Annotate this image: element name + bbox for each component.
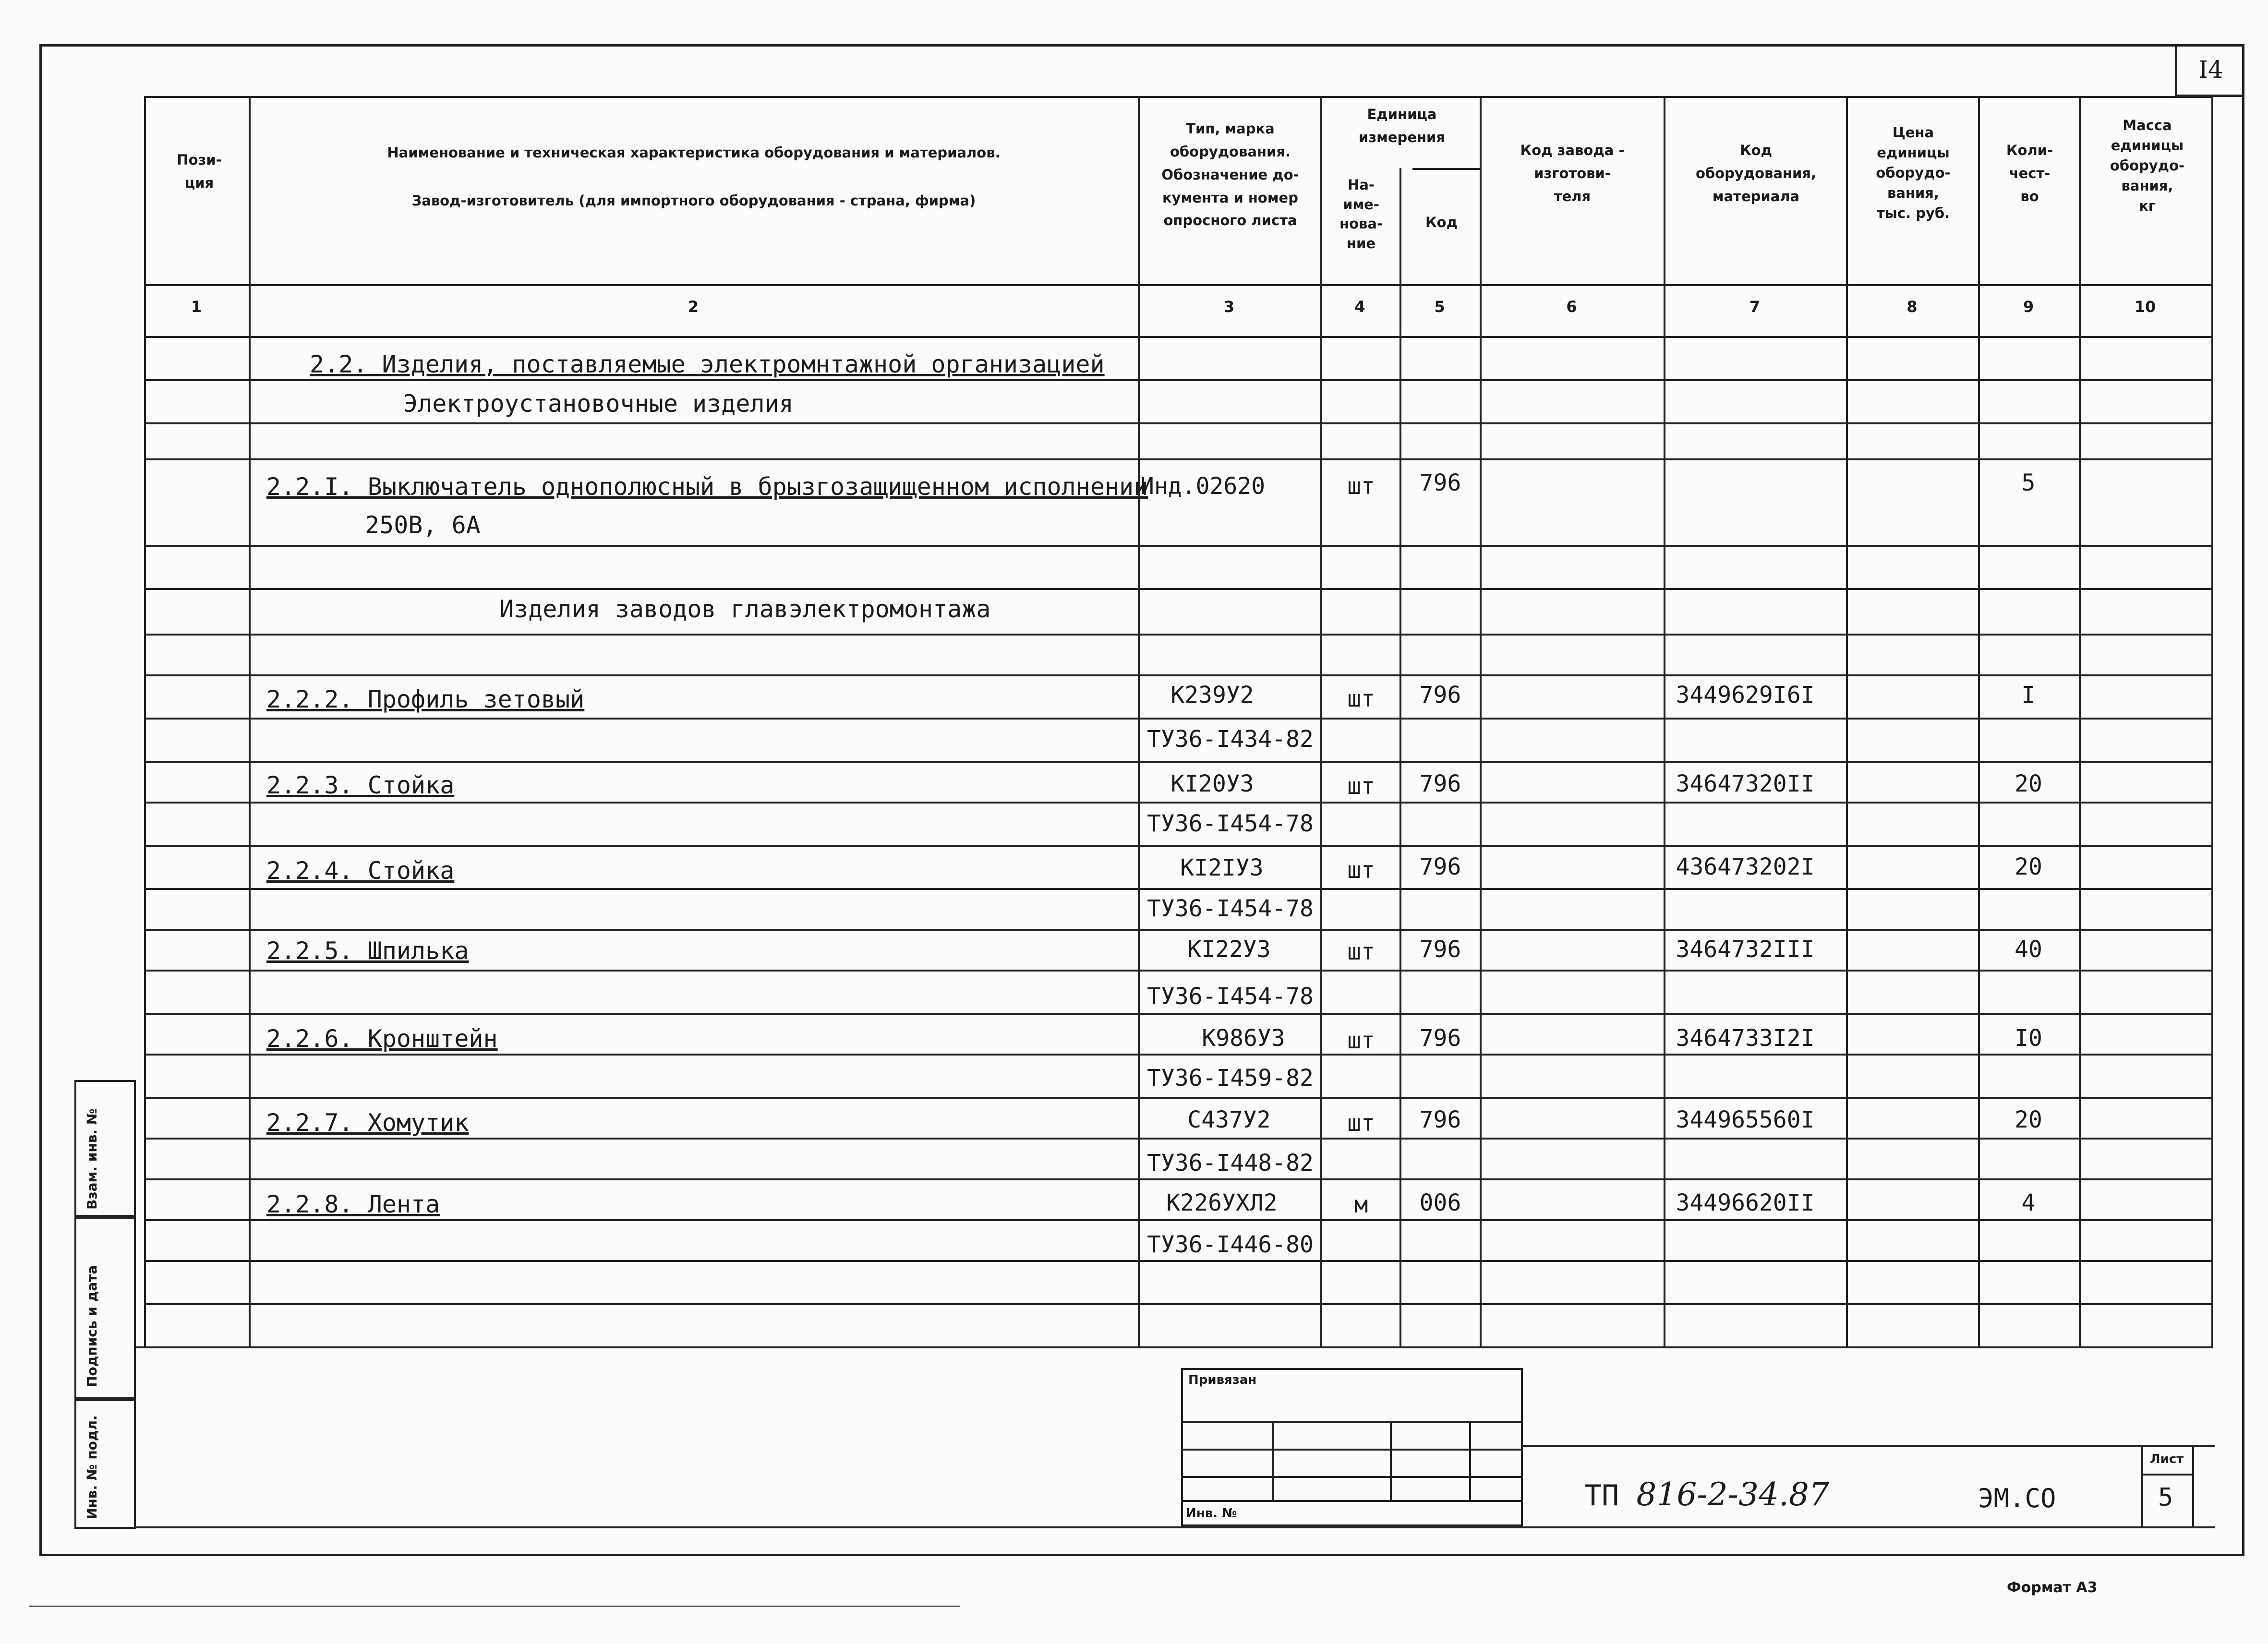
header-quantity: Коли- чест- во — [2006, 142, 2053, 204]
colnum-4: 4 — [1354, 298, 1365, 316]
item-qty: 4 — [2021, 1189, 2036, 1216]
item-name: 2.2.I. Выключатель однополюсный в брызгозащищенном исполнении — [266, 473, 1148, 501]
item-equip-code: 34496620II — [1676, 1189, 1815, 1216]
item-code: 796 — [1419, 1106, 1461, 1133]
row-line — [144, 1054, 2213, 1056]
item-type: С437У2 — [1187, 1106, 1271, 1133]
header-name-line2: Завод-изготовитель (для импортного оборудования - страна, фирма) — [411, 192, 976, 209]
header-mass: Масса единицы оборудо- вания, кг — [2110, 117, 2185, 215]
row-line — [144, 674, 2213, 676]
item-doc: ТУ36-I454-78 — [1147, 895, 1314, 922]
item-name: 2.2.6. Кронштейн — [266, 1025, 498, 1053]
item-equip-code: 3464733I2I — [1676, 1025, 1815, 1052]
linked-stamp-vline — [1469, 1421, 1471, 1500]
colnum-bottom-border — [144, 336, 2213, 338]
item-doc: ТУ36-I446-80 — [1147, 1231, 1314, 1258]
col-line — [1320, 96, 1322, 1346]
row-line — [144, 379, 2213, 381]
colnum-3: 3 — [1223, 298, 1235, 316]
drawing-frame — [39, 44, 2244, 1556]
colnum-6: 6 — [1566, 298, 1577, 316]
row-line — [144, 1138, 2213, 1140]
item-doc: ТУ36-I448-82 — [1147, 1150, 1314, 1176]
document-mark: ЭМ.СО — [1978, 1483, 2056, 1513]
designation-number: 816-2-34.87 — [1636, 1476, 1829, 1513]
col-line — [2079, 96, 2081, 1346]
item-code: 796 — [1419, 853, 1461, 880]
document-designation — [1584, 1476, 1829, 1513]
sheet-corner-number: I4 — [2175, 44, 2244, 97]
item-type: Инд.02620 — [1140, 473, 1266, 500]
header-bottom-border — [144, 284, 2213, 286]
section-title-electro: Электроустановочные изделия — [403, 390, 794, 418]
item-type: К986У3 — [1202, 1025, 1285, 1052]
linked-stamp-line — [1181, 1476, 1523, 1478]
header-position: Пози- ция — [177, 152, 222, 191]
colnum-10: 10 — [2134, 298, 2156, 316]
item-unit: шт — [1347, 857, 1375, 884]
item-doc: ТУ36-I454-78 — [1147, 810, 1314, 837]
colnum-7: 7 — [1749, 298, 1761, 316]
title-block-bottom — [136, 1526, 2215, 1528]
inv-number-label: Инв. № — [1186, 1506, 1237, 1521]
header-name-line1: Наименование и техническая характеристика оборудования и материалов. — [387, 144, 1001, 161]
item-unit: шт — [1347, 1110, 1375, 1137]
row-line — [144, 718, 2213, 720]
item-equip-code: 3464732III — [1676, 936, 1815, 963]
row-line — [144, 1260, 2213, 1262]
item-equip-code: 436473202I — [1676, 853, 1815, 880]
item-code: 796 — [1419, 770, 1461, 797]
item-name: 2.2.2. Профиль зетовый — [266, 685, 585, 713]
col-line — [144, 96, 146, 1346]
col-line — [1846, 96, 1848, 1346]
item-name: 2.2.5. Шпилька — [266, 937, 469, 965]
side-stamp-signature-date-label: Подпись и дата — [84, 1265, 100, 1387]
item-doc: ТУ36-I434-82 — [1147, 726, 1314, 753]
item-name-cont: 250В, 6А — [365, 511, 481, 539]
item-name: 2.2.8. Лента — [266, 1190, 440, 1218]
row-line — [144, 802, 2213, 804]
col-line — [1399, 168, 1401, 1346]
table-top-border — [144, 96, 2213, 98]
scan-edge-line — [29, 1606, 960, 1607]
colnum-2: 2 — [688, 298, 699, 316]
item-code: 796 — [1419, 469, 1461, 496]
item-qty: 5 — [2021, 469, 2036, 496]
header-unit-name: На- име- нова- ние — [1339, 177, 1383, 252]
header-unit-code: Код — [1425, 214, 1458, 230]
colnum-9: 9 — [2023, 298, 2034, 316]
item-unit: м — [1354, 1191, 1368, 1218]
item-type: К239У2 — [1170, 682, 1254, 708]
item-type: КI22У3 — [1187, 936, 1271, 963]
item-qty: 20 — [2015, 770, 2042, 797]
colnum-5: 5 — [1434, 298, 1445, 316]
linked-stamp-label: Привязан — [1188, 1373, 1257, 1387]
row-line — [144, 588, 2213, 590]
sheet-label: Лист — [2150, 1452, 2184, 1466]
item-qty: 20 — [2015, 1106, 2042, 1133]
item-unit: шт — [1347, 685, 1375, 712]
item-equip-code: 3449629I6I — [1676, 682, 1815, 708]
row-line — [144, 970, 2213, 972]
item-doc: ТУ36-I454-78 — [1147, 983, 1314, 1010]
section-title-glav: Изделия заводов главэлектромонтажа — [499, 595, 991, 623]
col-line — [1480, 96, 1482, 1346]
title-block-top-line — [1523, 1445, 2215, 1447]
colnum-1: 1 — [191, 298, 202, 316]
item-qty: 20 — [2015, 853, 2042, 880]
item-name: 2.2.3. Стойка — [266, 771, 455, 799]
linked-stamp-vline — [1390, 1421, 1392, 1500]
item-qty: I0 — [2015, 1025, 2042, 1052]
item-code: 796 — [1419, 936, 1461, 963]
item-doc: ТУ36-I459-82 — [1147, 1065, 1314, 1092]
col-line — [1138, 96, 1140, 1346]
row-line — [144, 458, 2213, 460]
item-type: К226УХЛ2 — [1166, 1189, 1278, 1216]
item-qty: 40 — [2015, 936, 2042, 963]
item-code: 006 — [1419, 1189, 1461, 1216]
row-line — [144, 1097, 2213, 1099]
table-bottom-border — [134, 1346, 2213, 1348]
sheet-number: 5 — [2158, 1483, 2173, 1512]
row-line — [144, 1303, 2213, 1305]
item-type: КI20У3 — [1170, 770, 1254, 797]
designation-prefix: ТП — [1584, 1479, 1619, 1512]
linked-stamp-box — [1181, 1368, 1523, 1526]
row-line — [144, 1219, 2213, 1221]
side-stamp-original-inv-label: Инв. № подл. — [84, 1415, 100, 1519]
sheet-box-divider — [2141, 1474, 2194, 1476]
item-equip-code: 344965560I — [1676, 1106, 1815, 1133]
linked-stamp-line — [1181, 1421, 1523, 1423]
item-code: 796 — [1419, 1025, 1461, 1052]
colnum-8: 8 — [1906, 298, 1918, 316]
item-name: 2.2.7. Хомутик — [266, 1109, 469, 1137]
col-line — [1978, 96, 1980, 1346]
item-qty: I — [2021, 682, 2036, 708]
item-name: 2.2.4. Стойка — [266, 857, 455, 885]
header-units-group: Единица измерения — [1359, 106, 1445, 145]
col-line — [1664, 96, 1665, 1346]
item-unit: шт — [1347, 1027, 1375, 1054]
header-type-mark: Тип, марка оборудования. Обозначение до- кумента и номер опросного листа — [1161, 120, 1299, 229]
row-line — [144, 545, 2213, 547]
item-unit: шт — [1347, 938, 1375, 965]
col-line — [249, 96, 251, 1346]
row-line — [144, 888, 2213, 890]
header-equipment-code: Код оборудования, материала — [1695, 142, 1817, 204]
row-line — [144, 845, 2213, 847]
linked-stamp-line — [1181, 1500, 1523, 1502]
item-type: КI2IУ3 — [1180, 854, 1264, 881]
header-price: Цена единицы оборудо- вания, тыс. руб. — [1876, 124, 1951, 222]
format-label: Формат А3 — [2007, 1579, 2098, 1596]
row-line — [144, 1013, 2213, 1015]
row-line — [144, 929, 2213, 931]
row-line — [144, 761, 2213, 763]
side-stamp-replaced-inv-label: Взам. инв. № — [84, 1108, 100, 1210]
row-line — [144, 422, 2213, 424]
row-line — [144, 1178, 2213, 1180]
col-line — [2211, 96, 2213, 1346]
linked-stamp-vline — [1272, 1421, 1274, 1500]
item-unit: шт — [1347, 473, 1375, 500]
header-factory-code: Код завода - изготови- теля — [1520, 142, 1625, 204]
section-title-main: 2.2. Изделия, поставляемые электромнтажной организацией — [310, 350, 1105, 378]
item-unit: шт — [1347, 773, 1375, 800]
units-group-divider — [1412, 168, 1480, 170]
row-line — [144, 634, 2213, 636]
item-equip-code: 34647320II — [1676, 770, 1815, 797]
item-code: 796 — [1419, 682, 1461, 708]
linked-stamp-line — [1181, 1449, 1523, 1451]
